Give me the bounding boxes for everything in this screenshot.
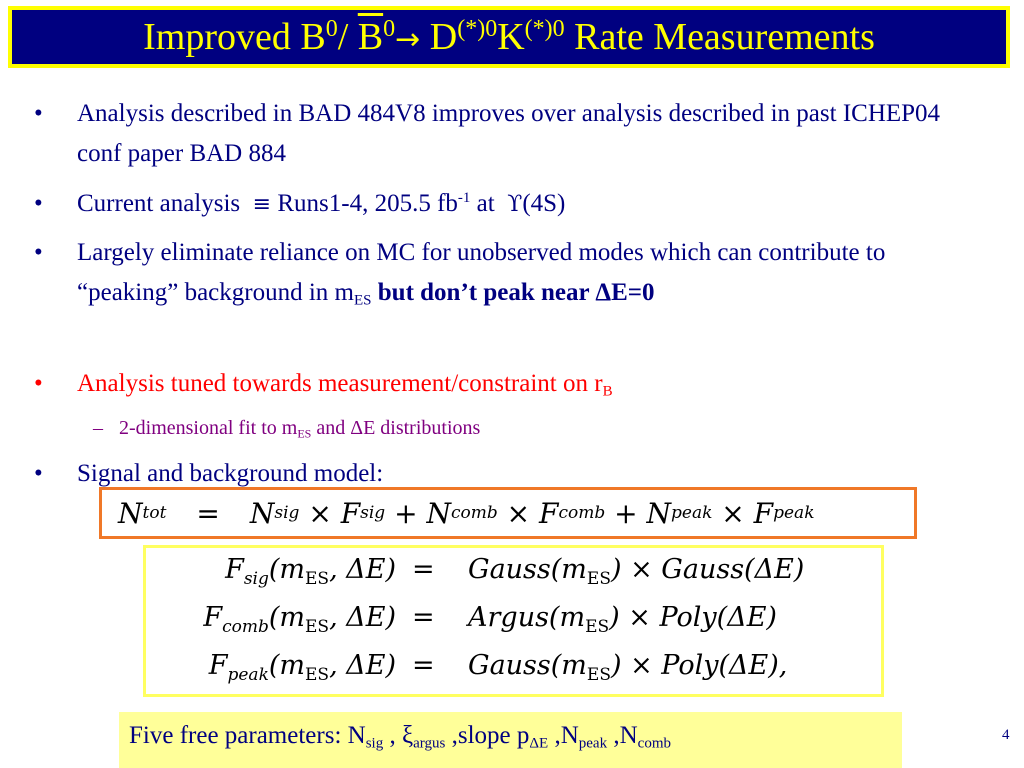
- b3-sub: ES: [354, 292, 372, 309]
- fp-text: ,N: [613, 722, 638, 749]
- fp-text: ,N: [554, 722, 579, 749]
- bullet-text: [34, 364, 954, 404]
- eq-args: (m: [268, 650, 306, 681]
- times-sign: ×: [506, 496, 531, 530]
- fp-text: Five free parameters: N: [129, 722, 366, 749]
- eq-sub: comb: [450, 503, 498, 523]
- sub-bullet-1: [93, 413, 480, 443]
- eq-sign: =: [412, 602, 435, 633]
- fp-sub: comb: [637, 735, 671, 752]
- plus-sign: +: [614, 496, 638, 530]
- bullet-marker: •: [34, 239, 43, 266]
- eq-lhs: [203, 602, 396, 637]
- bullet-1: [34, 94, 954, 174]
- eq-args: , ΔE): [329, 602, 396, 633]
- eq-sub: ES: [305, 568, 330, 589]
- eq-sub: sig: [243, 568, 269, 589]
- eq-args: , ΔE): [329, 650, 396, 681]
- eq-var: N: [118, 496, 143, 530]
- eq-var: N: [646, 496, 671, 530]
- fp-text: , ξ: [389, 722, 414, 749]
- bullet-text: Signal and background model:: [77, 460, 384, 487]
- sub1-text: 2-dimensional fit to m: [119, 417, 298, 439]
- eq-sub: sig: [274, 503, 300, 523]
- b4-text: Analysis tuned towards measurement/constraint on r: [77, 370, 603, 397]
- eq-lhs: [208, 650, 396, 685]
- title-k: K: [497, 16, 525, 58]
- bullet-marker: •: [34, 100, 43, 127]
- eq-sub: ES: [586, 568, 611, 589]
- bullet-text: Analysis described in BAD 484V8 improves over analysis described in past ICHEP04 conf paper BAD 884: [77, 100, 941, 167]
- fp-sub: ΔE: [529, 735, 549, 752]
- equation-row-sig: [146, 550, 881, 596]
- eq-var: F: [753, 496, 774, 530]
- eq-var: N: [249, 496, 275, 530]
- bullet-3: [34, 233, 954, 313]
- eq-var: F: [340, 496, 361, 530]
- eq-func: Gauss(m: [468, 650, 587, 681]
- equation-row-comb: [146, 598, 881, 644]
- title-sup: 0: [383, 15, 396, 42]
- eq-var: F: [208, 650, 228, 681]
- eq-rhs: [468, 554, 805, 589]
- free-parameters-box: [119, 712, 902, 768]
- title-suffix: Rate Measurements: [574, 16, 875, 58]
- eq-sub: peak: [227, 664, 269, 685]
- eq-lhs: [225, 554, 396, 589]
- bullet-4: [34, 364, 954, 404]
- eq-func: ) × Poly(ΔE),: [610, 650, 788, 681]
- eq-sub: peak: [773, 503, 815, 523]
- slide-title: [143, 15, 875, 58]
- title-prefix: Improved B: [143, 16, 326, 58]
- upsilon-symbol: ϒ: [507, 192, 523, 217]
- eq-var: F: [539, 496, 559, 530]
- eq-args: (m: [268, 602, 306, 633]
- eq-args: (m: [268, 554, 306, 585]
- sub1-tail: and ΔE distributions: [316, 417, 481, 439]
- eq-sub: comb: [558, 503, 606, 523]
- page-number: 4: [1002, 727, 1010, 743]
- eq-func: Argus(m: [468, 602, 586, 633]
- arrow-icon: →: [395, 22, 421, 57]
- title-sup: 0: [325, 15, 338, 42]
- sub-bullet-text: [93, 413, 480, 443]
- eq-sub: ES: [586, 664, 611, 685]
- equiv-symbol: ≡: [252, 192, 272, 217]
- eq-func: ) × Poly(ΔE): [609, 602, 777, 633]
- title-sup: (*)0: [457, 15, 498, 42]
- title-bar: [8, 6, 1010, 68]
- eq-args: , ΔE): [329, 554, 396, 585]
- times-sign: ×: [308, 496, 332, 530]
- fp-sub: argus: [413, 735, 446, 752]
- eq-sub: sig: [360, 503, 386, 523]
- bullet-marker: •: [34, 190, 43, 217]
- b2-sup: -1: [457, 190, 471, 206]
- b2-text: Current analysis: [77, 190, 241, 217]
- eq-sub: comb: [222, 616, 269, 637]
- times-sign: ×: [721, 496, 745, 530]
- bullet-2: [34, 184, 954, 225]
- b2-state: (4S): [522, 190, 566, 217]
- eq-sub: tot: [142, 503, 167, 523]
- pdf-equations: [143, 545, 884, 697]
- bullet-marker: •: [34, 370, 43, 397]
- eq-func: ) × Gauss(ΔE): [610, 554, 805, 585]
- title-sup: (*)0: [524, 15, 565, 42]
- title-d: D: [429, 16, 458, 58]
- eq-sign: =: [412, 554, 435, 585]
- b2-at: at: [476, 190, 495, 217]
- eq-var: F: [203, 602, 223, 633]
- eq-sub: peak: [671, 503, 713, 523]
- b3-text: Largely eliminate reliance on MC for unobserved modes which can contribute to “peaking” background in m: [77, 239, 886, 306]
- eq-rhs: [468, 602, 777, 637]
- eq-sub: ES: [585, 616, 610, 637]
- equation-row-peak: [146, 646, 881, 692]
- ntot-equation: [99, 487, 917, 539]
- eq-var: N: [426, 496, 451, 530]
- eq-sign: =: [196, 496, 220, 530]
- eq-sub: ES: [305, 664, 330, 685]
- eq-func: Gauss(m: [468, 554, 587, 585]
- b4-sub: B: [602, 383, 613, 400]
- b2-luminosity: Runs1-4, 205.5 fb: [277, 190, 458, 217]
- fp-text: ,slope p: [451, 722, 530, 749]
- bullet-text: [34, 233, 954, 313]
- plus-sign: +: [394, 496, 418, 530]
- eq-sub: ES: [305, 616, 330, 637]
- title-bbar: $\overline{B}$: [357, 16, 384, 58]
- bullet-marker: •: [34, 460, 43, 487]
- title-slash: /: [337, 16, 349, 58]
- fp-sub: sig: [365, 735, 384, 752]
- fp-sub: peak: [578, 735, 608, 752]
- b3-bold: but don’t peak near ΔE=0: [377, 279, 655, 306]
- eq-rhs: [468, 650, 788, 685]
- dash-marker: –: [93, 417, 103, 439]
- eq-sign: =: [412, 650, 435, 681]
- sub1-sub: ES: [297, 426, 312, 441]
- eq-var: F: [225, 554, 244, 585]
- bullet-text: [34, 184, 954, 225]
